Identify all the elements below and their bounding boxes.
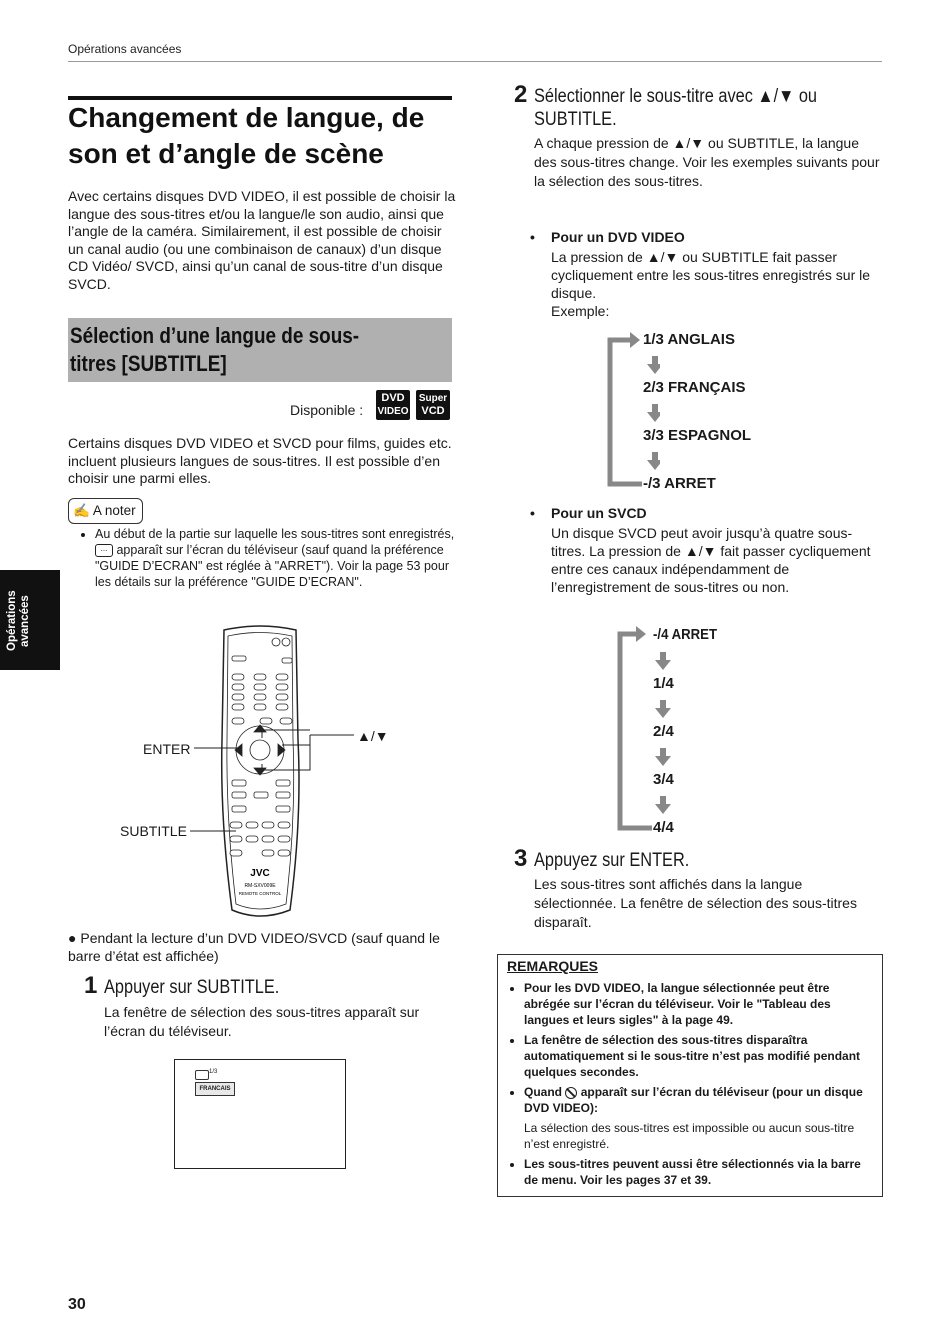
svcd-sequence-3: 2/4 <box>653 723 674 740</box>
note-tag <box>68 498 143 524</box>
remote-control-illustration <box>140 620 400 925</box>
step-1-title: Appuyer sur SUBTITLE. <box>104 977 280 998</box>
remark-item <box>524 1084 870 1152</box>
svcd-badge-bottom: VCD <box>421 405 445 417</box>
hand-icon: ✍ <box>73 503 90 518</box>
tv-screen <box>174 1059 346 1169</box>
dvd-sequence-2: 2/3 FRANÇAIS <box>643 379 746 396</box>
remark-quand: Quand <box>524 1085 562 1099</box>
svcd-sequence-4: 3/4 <box>653 771 674 788</box>
enter-label: ENTER <box>143 741 191 757</box>
dvd-heading: Pour un DVD VIDEO <box>551 229 685 245</box>
dvd-badge-bottom: VIDEO <box>377 406 409 417</box>
note-text-after: apparaît sur l’écran du téléviseur (sauf quand la préférence "GUIDE D’ECRAN" est réglée à "ARRET"). Voir la page 53 pour les détails sur la préférence "GUIDE D’ECRAN". <box>95 543 449 589</box>
dvd-example-label: Exemple: <box>551 303 610 319</box>
playback-condition-text: Pendant la lecture d’un DVD VIDEO/SVCD (sauf quand le barre d’état est affichée) <box>68 930 440 964</box>
step-2-number: 2 <box>514 81 528 108</box>
svcd-heading: Pour un SVCD <box>551 505 647 521</box>
step-3-body: Les sous-titres sont affichés dans la langue sélectionnée. La fenêtre de sélection des sous-titres disparaît. <box>534 876 857 930</box>
svcd-sequence-1: -/4 ARRET <box>653 626 718 643</box>
step-2-title-line1: Sélectionner le sous-titre avec ▲/▼ ou <box>534 86 818 107</box>
remarks-title: REMARQUES <box>507 958 599 974</box>
svcd-sequence-2: 1/4 <box>653 675 674 692</box>
page-title: Changement de langue, de son et d’angle de scène <box>68 102 425 169</box>
svcd-badge <box>416 390 450 420</box>
prohibited-icon <box>565 1087 577 1099</box>
remote-model-sub: REMOTE CONTROL <box>238 891 282 896</box>
remark-item: • La fenêtre de sélection des sous-titres disparaîtra automatiquement si le sous-titre n’est pas modifié pendant quelques secondes. <box>524 1032 870 1080</box>
tv-indicator: 1/3 <box>209 1069 218 1075</box>
svcd-bullet: • <box>530 505 535 521</box>
remarks-list <box>510 980 870 1192</box>
remote-model: RM-SXV009E <box>244 883 276 889</box>
note-text <box>80 526 460 590</box>
header-divider <box>68 61 882 62</box>
step-2-body: A chaque pression de ▲/▼ ou SUBTITLE, la langue des sous-titres change. Voir les exemples suivants pour la sélection des sous-titres. <box>534 135 880 189</box>
arrows-label: ▲/▼ <box>357 728 389 744</box>
remark-item: • Pour les DVD VIDEO, la langue sélectionnée peut être abrégée sur l’écran du téléviseur. Voir le "Tableau des langues et leurs sigles" à la page 49. <box>524 980 870 1028</box>
svcd-sequence-5: 4/4 <box>653 819 674 836</box>
section-title: Sélection d’une langue de sous-titres [SUBTITLE] <box>70 323 360 376</box>
side-tab-label: Opérations avancées <box>6 590 31 652</box>
available-label: Disponible : <box>290 402 364 418</box>
step-1-body: La fenêtre de sélection des sous-titres apparaît sur l’écran du téléviseur. <box>104 1004 420 1039</box>
subtitle-label: SUBTITLE <box>120 823 187 839</box>
header-section-label: Opérations avancées <box>68 42 182 56</box>
page-number: 30 <box>68 1296 86 1313</box>
remote-brand: JVC <box>250 868 270 879</box>
note-tag-label: A noter <box>92 503 136 518</box>
svcd-text: Un disque SVCD peut avoir jusqu’à quatre sous-titres. La pression de ▲/▼ fait passer cycliquement entre ces canaux indépendamment de l’enregistrement de sous-titres ou non. <box>551 525 871 595</box>
svcd-badge-top: Super <box>418 393 448 404</box>
playback-condition <box>68 930 458 965</box>
dvd-bullet: • <box>530 229 535 245</box>
step-3-title: Appuyez sur ENTER. <box>534 850 690 871</box>
intro-paragraph: Avec certains disques DVD VIDEO, il est possible de choisir la langue des sous-titres et/ou la langue/le son audio, ainsi que l’angle de la caméra. Similairement, il est possible de choisir un canal audio (ou une combinaison de canaux) d’un disque CD Vidéo/ SVCD, ainsi qu’un canal de sous-titre d’un disque SVCD. <box>68 188 456 292</box>
dvd-sequence-4: -/3 ARRET <box>643 475 716 492</box>
note-text-before: Au début de la partie sur laquelle les sous-titres sont enregistrés, <box>95 527 455 541</box>
dvd-text: La pression de ▲/▼ ou SUBTITLE fait passer cycliquement entre les sous-titres enregistrés sur le disque. <box>551 249 871 301</box>
step-3-number: 3 <box>514 845 528 872</box>
remark-subtext: La sélection des sous-titres est impossible ou aucun sous-titre n’est enregistré. <box>524 1121 855 1151</box>
section-description: Certains disques DVD VIDEO et SVCD pour films, guides etc. incluent plusieurs langues de sous-titres. Il est possible d’en choisir une parmi elles. <box>68 435 452 486</box>
remark-item: • Les sous-titres peuvent aussi être sélectionnés via la barre de menu. Voir les pages 37 et 39. <box>524 1156 870 1188</box>
bullet-icon: ● <box>68 930 77 946</box>
dvd-video-badge <box>376 390 410 420</box>
tv-language: FRANCAIS <box>195 1082 235 1096</box>
subtitle-screen-icon: ... <box>95 544 113 557</box>
dvd-badge-top: DVD <box>381 392 405 404</box>
dvd-cycle-diagram <box>600 328 660 498</box>
dvd-sequence-3: 3/3 ESPAGNOL <box>643 427 752 444</box>
remark-appear: apparaît sur l’écran du téléviseur (pour un disque DVD VIDEO): <box>524 1085 863 1115</box>
step-2-title-line2: SUBTITLE. <box>534 109 617 130</box>
step-1-number: 1 <box>84 972 98 999</box>
dvd-sequence-1: 1/3 ANGLAIS <box>643 331 735 348</box>
subtitle-screen-icon <box>195 1070 209 1080</box>
